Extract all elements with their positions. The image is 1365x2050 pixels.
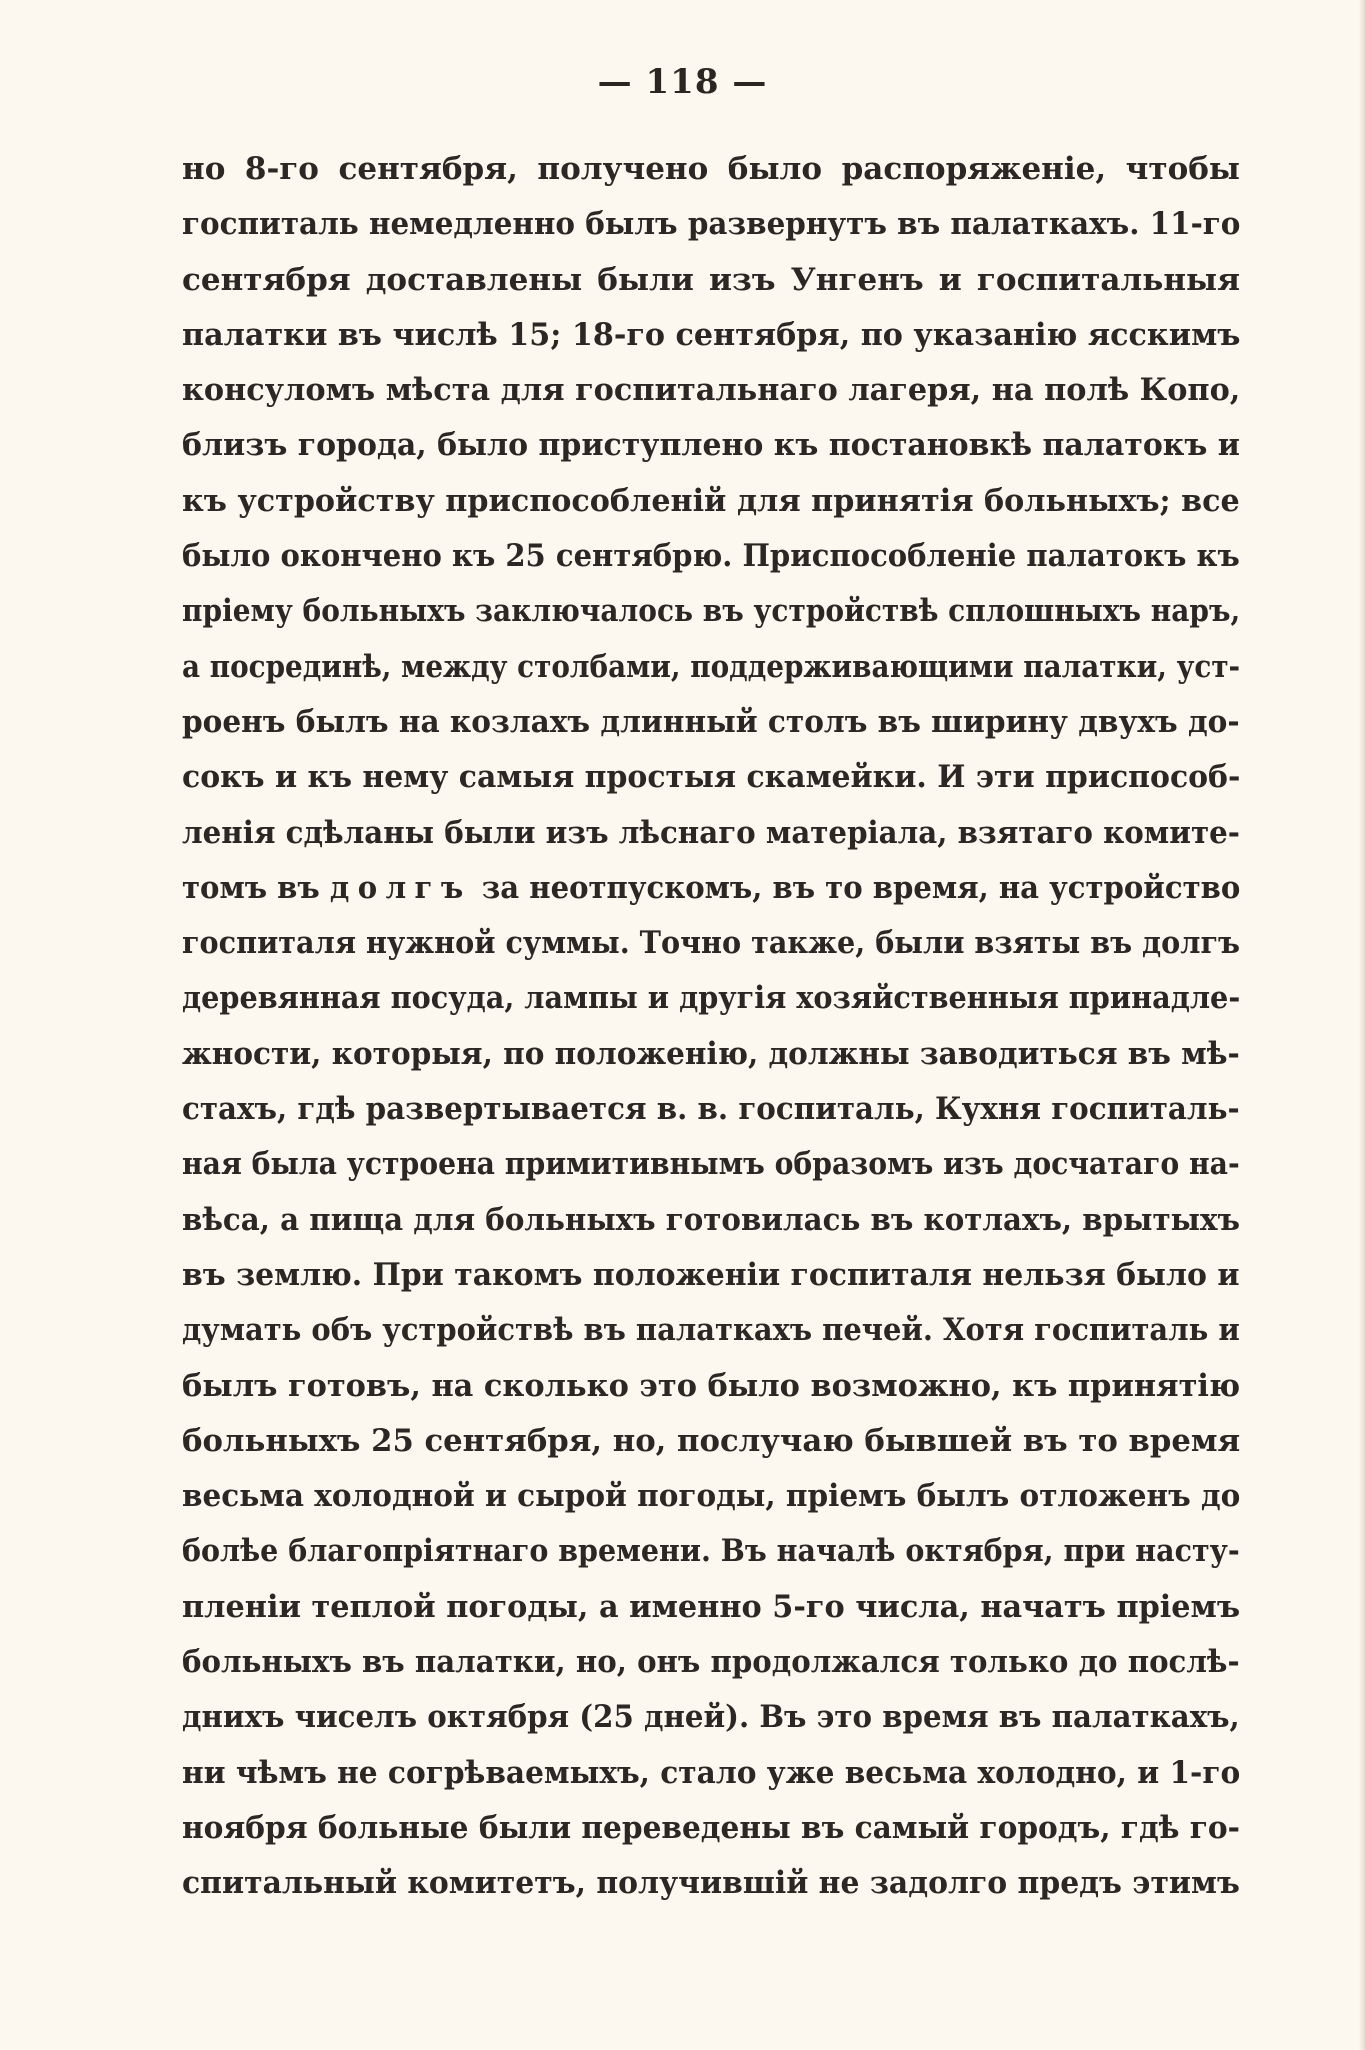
text-line: ни чѣмъ не согрѣваемыхъ, стало уже весьма холодно, и 1-го [182, 1754, 1241, 1791]
text-line: думать объ устройствѣ въ палаткахъ печей. Хотя госпиталь и [182, 1312, 1240, 1349]
text-line: ноября больные были переведены въ самый городъ, гдѣ го- [182, 1809, 1240, 1846]
text-line: къ устройству приспособленій для принятія больныхъ; все [182, 482, 1240, 519]
page-text [182, 142, 1240, 1912]
text-line: палатки въ числѣ 15; 18-го сентября, по указанію ясскимъ [182, 316, 1241, 353]
text-line: больныхъ въ палатки, но, онъ продолжался только до послѣ- [182, 1644, 1240, 1681]
text-line: госпиталя нужной суммы. Точно также, были взяты въ долгъ [182, 925, 1240, 962]
text-line: ленія сдѣланы были изъ лѣснаго матеріала, взятаго комите- [182, 814, 1240, 851]
text-line: консуломъ мѣста для госпитальнаго лагеря, на полѣ Копо, [182, 372, 1241, 409]
text-line: сокъ и къ нему самыя простыя скамейки. И эти приспособ- [182, 759, 1241, 796]
text-line: госпиталь немедленно былъ развернутъ въ палаткахъ. 11-го [182, 206, 1241, 243]
page-number: — 118 — [597, 62, 768, 102]
text-line: близъ города, было приступлено къ постановкѣ палатокъ и [182, 427, 1240, 464]
text-line: днихъ чиселъ октября (25 дней). Въ это время въ палаткахъ, [182, 1699, 1240, 1736]
text-line: больныхъ 25 сентября, но, послучаю бывшей въ то время [182, 1422, 1241, 1459]
page-edge-shadow [1359, 0, 1365, 2050]
text-line: пріему больныхъ заключалось въ устройствѣ сплошныхъ наръ, [182, 593, 1241, 630]
text-line: стахъ, гдѣ развертывается в. в. госпиталь, Кухня госпиталь- [182, 1091, 1240, 1128]
text-line: ная была устроена примитивнымъ образомъ изъ досчатаго на- [182, 1146, 1240, 1183]
text-line: роенъ былъ на козлахъ длинный столъ въ ширину двухъ до- [182, 703, 1240, 740]
text-line: деревянная посуда, лампы и другія хозяйственныя принадле- [182, 980, 1241, 1017]
text-line: вѣса, а пища для больныхъ готовилась въ котлахъ, врытыхъ [182, 1201, 1240, 1238]
text-line: въ землю. При такомъ положеніи госпиталя нельзя было и [182, 1256, 1240, 1293]
spaced-word: долгъ [329, 869, 472, 906]
text-line: но 8-го сентября, получено было распоряженіе, чтобы [182, 151, 1240, 187]
text-segment: томъ въ [182, 869, 330, 906]
text-line: а посрединѣ, между столбами, поддерживающими палатки, уст- [182, 648, 1241, 685]
text-line: спитальный комитетъ, получившій не задолго предъ этимъ [182, 1865, 1240, 1902]
text-segment: за неотпускомъ, въ то время, на устройство [471, 869, 1241, 906]
text-line: болѣе благопріятнаго времени. Въ началѣ октября, при насту- [182, 1533, 1240, 1570]
text-line-spaced [182, 861, 1240, 916]
text-line: весьма холодной и сырой погоды, пріемъ былъ отложенъ до [182, 1478, 1241, 1515]
text-line: было окончено къ 25 сентябрю. Приспособленіе палатокъ къ [182, 538, 1240, 575]
text-line: сентября доставлены были изъ Унгенъ и госпитальныя [182, 261, 1240, 298]
text-line: жности, которыя, по положенію, должны заводиться въ мѣ- [182, 1035, 1240, 1072]
text-line: былъ готовъ, на сколько это было возможно, къ принятію [182, 1367, 1241, 1404]
text-line: пленіи теплой погоды, а именно 5-го числа, начатъ пріемъ [182, 1588, 1241, 1625]
